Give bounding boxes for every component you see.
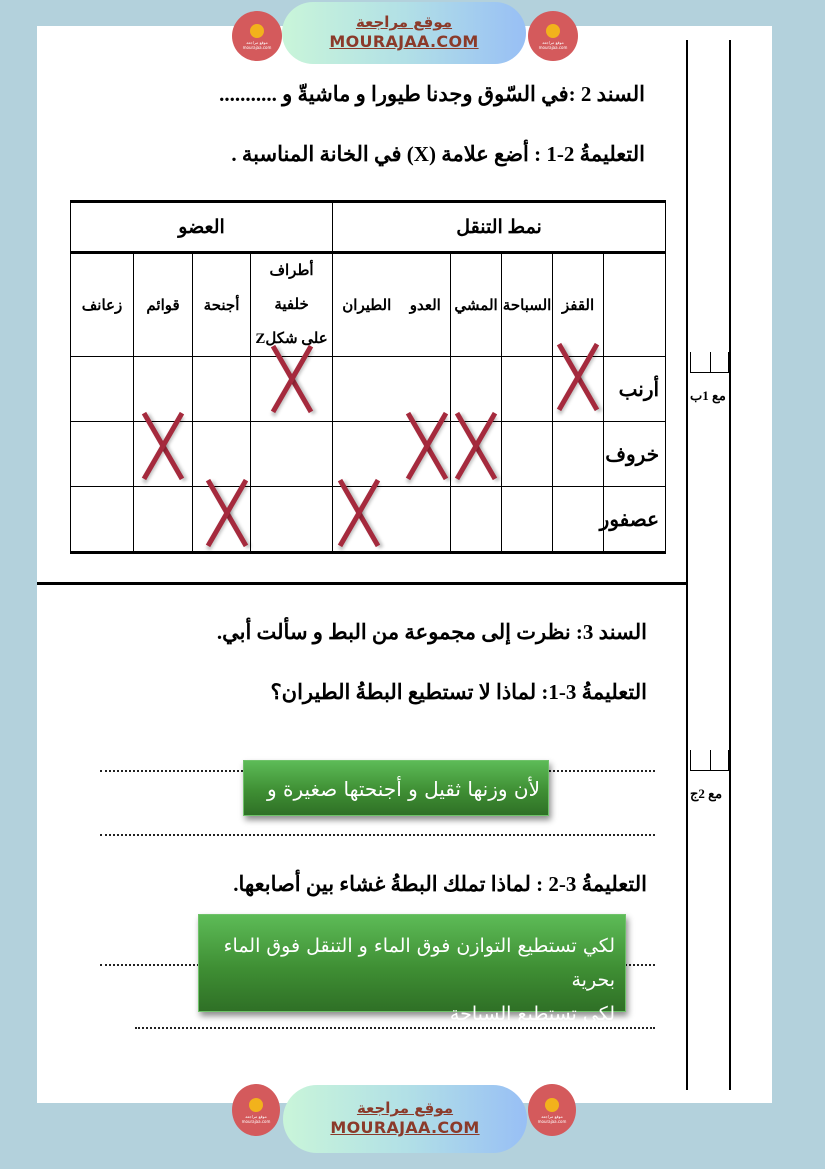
cell-swimming[interactable]: [502, 357, 553, 422]
group-header-organ: العضو: [71, 202, 333, 253]
badge-text: موقع مراجعة mourajaa.com: [538, 40, 568, 50]
logo-badge-right-bottom: [528, 1084, 576, 1136]
cell-swimming[interactable]: [502, 487, 553, 553]
cell-walking[interactable]: [451, 487, 502, 553]
col-header-running: العدو: [409, 297, 441, 314]
section3-sanad: السند 3: نظرت إلى مجموعة من البط و سألت أبي.: [216, 620, 647, 644]
cell-wings[interactable]: [193, 357, 251, 422]
x-mark-icon: [141, 411, 185, 481]
book-icon: [546, 24, 560, 38]
col-header-flying: الطيران: [342, 297, 392, 314]
cell-jumping[interactable]: [553, 487, 604, 553]
badge-text: موقع مراجعة mourajaa.com: [242, 40, 272, 50]
cell-legs[interactable]: [134, 422, 193, 487]
cell-fins[interactable]: [71, 357, 134, 422]
cell-wings[interactable]: [193, 422, 251, 487]
logo-badge-left-top: [232, 11, 282, 61]
cell-legs[interactable]: [134, 357, 193, 422]
margin-rule-left: [686, 40, 688, 1090]
col-header-jumping: القفز: [553, 253, 604, 357]
table-row-rabbit: [71, 357, 666, 422]
row-label: أرنب: [604, 357, 666, 422]
score-box-divider: [710, 352, 712, 372]
banner-arabic: موقع مراجعة: [356, 1099, 454, 1117]
answer-text-2-line1: لكي تستطيع التوازن فوق الماء و التنقل فوق الماء بحرية: [223, 935, 615, 991]
answer-line: [135, 1027, 655, 1029]
col-header-fins: زعانف: [71, 253, 134, 357]
cell-jumping[interactable]: [553, 357, 604, 422]
cell-walking[interactable]: [451, 357, 502, 422]
book-icon: [545, 1098, 559, 1112]
cell-jumping[interactable]: [553, 422, 604, 487]
cell-wings[interactable]: [193, 487, 251, 553]
cell-fins[interactable]: [71, 422, 134, 487]
badge-text: موقع مراجعة mourajaa.com: [537, 1114, 567, 1124]
corner-cell: [604, 253, 666, 357]
cell-running-flying[interactable]: [333, 422, 451, 487]
cell-swimming[interactable]: [502, 422, 553, 487]
cell-legs[interactable]: [134, 487, 193, 553]
badge-text: موقع مراجعة mourajaa.com: [241, 1114, 271, 1124]
criterion-label-2: مع 2ج: [690, 786, 723, 801]
x-mark-icon: [337, 478, 381, 548]
col-header-walking: المشي: [451, 253, 502, 357]
col-header-swimming: السباحة: [502, 253, 553, 357]
cell-hind-limbs[interactable]: [251, 357, 333, 422]
hind-limbs-line1: أطراف خلفية: [269, 263, 314, 313]
x-mark-icon: [205, 478, 249, 548]
answer-text-1: لأن وزنها ثقيل و أجنحتها صغيرة و ضعيفة: [266, 777, 540, 857]
row-label: عصفور: [604, 487, 666, 553]
banner-latin: MOURAJAA.COM: [330, 1118, 480, 1137]
cell-running-flying[interactable]: [333, 487, 451, 553]
col-header-wings: أجنحة: [193, 253, 251, 357]
site-banner-bottom[interactable]: [283, 1085, 527, 1153]
col-header-hind-limbs: [251, 253, 333, 357]
criterion-label-1: مع 1ب: [690, 388, 726, 403]
x-mark-icon: [454, 411, 498, 481]
score-box-2[interactable]: [690, 750, 729, 771]
book-icon: [250, 24, 264, 38]
group-header-movement: نمط التنقل: [333, 202, 666, 253]
hind-limbs-line2: على شكلZ: [255, 331, 328, 347]
section-separator: [37, 582, 687, 585]
col-header-running-flying: [333, 253, 451, 357]
score-box-divider: [710, 750, 712, 770]
classification-table: [70, 200, 666, 554]
answer-box-1[interactable]: [243, 760, 549, 857]
cell-hind-limbs[interactable]: [251, 422, 333, 487]
section3-question2: التعليمةُ 3-2 : لماذا تملك البطةُ غشاء بين أصابعها.: [233, 872, 647, 896]
cell-fins[interactable]: [71, 487, 134, 553]
logo-badge-right-top: [528, 11, 578, 61]
cell-running-flying[interactable]: [333, 357, 451, 422]
score-box-1[interactable]: [690, 352, 729, 373]
cell-hind-limbs[interactable]: [251, 487, 333, 553]
margin-rule-right: [729, 40, 731, 1090]
banner-latin: MOURAJAA.COM: [329, 32, 479, 51]
table-row-sparrow: [71, 487, 666, 553]
cell-walking[interactable]: [451, 422, 502, 487]
row-label: خروف: [604, 422, 666, 487]
answer-box-2[interactable]: [198, 914, 626, 1025]
banner-arabic: موقع مراجعة: [355, 13, 453, 31]
table-row-sheep: [71, 422, 666, 487]
section2-instruction: التعليمةُ 2-1 : أضع علامة (X) في الخانة المناسبة .: [231, 142, 645, 166]
book-icon: [249, 1098, 263, 1112]
section2-sanad: السند 2 :في السّوق وجدنا طيورا و ماشيةّ و ...........: [219, 82, 645, 106]
logo-badge-left-bottom: [232, 1084, 280, 1136]
section3-question1: التعليمةُ 3-1: لماذا لا تستطيع البطةُ الطيران؟: [270, 680, 647, 704]
x-mark-icon: [405, 411, 449, 481]
site-banner-top[interactable]: [282, 2, 526, 64]
answer-text-2-line2: لكي تستطيع السباحة: [449, 1003, 615, 1025]
col-header-legs: قوائم: [134, 253, 193, 357]
answer-line: [100, 834, 655, 836]
